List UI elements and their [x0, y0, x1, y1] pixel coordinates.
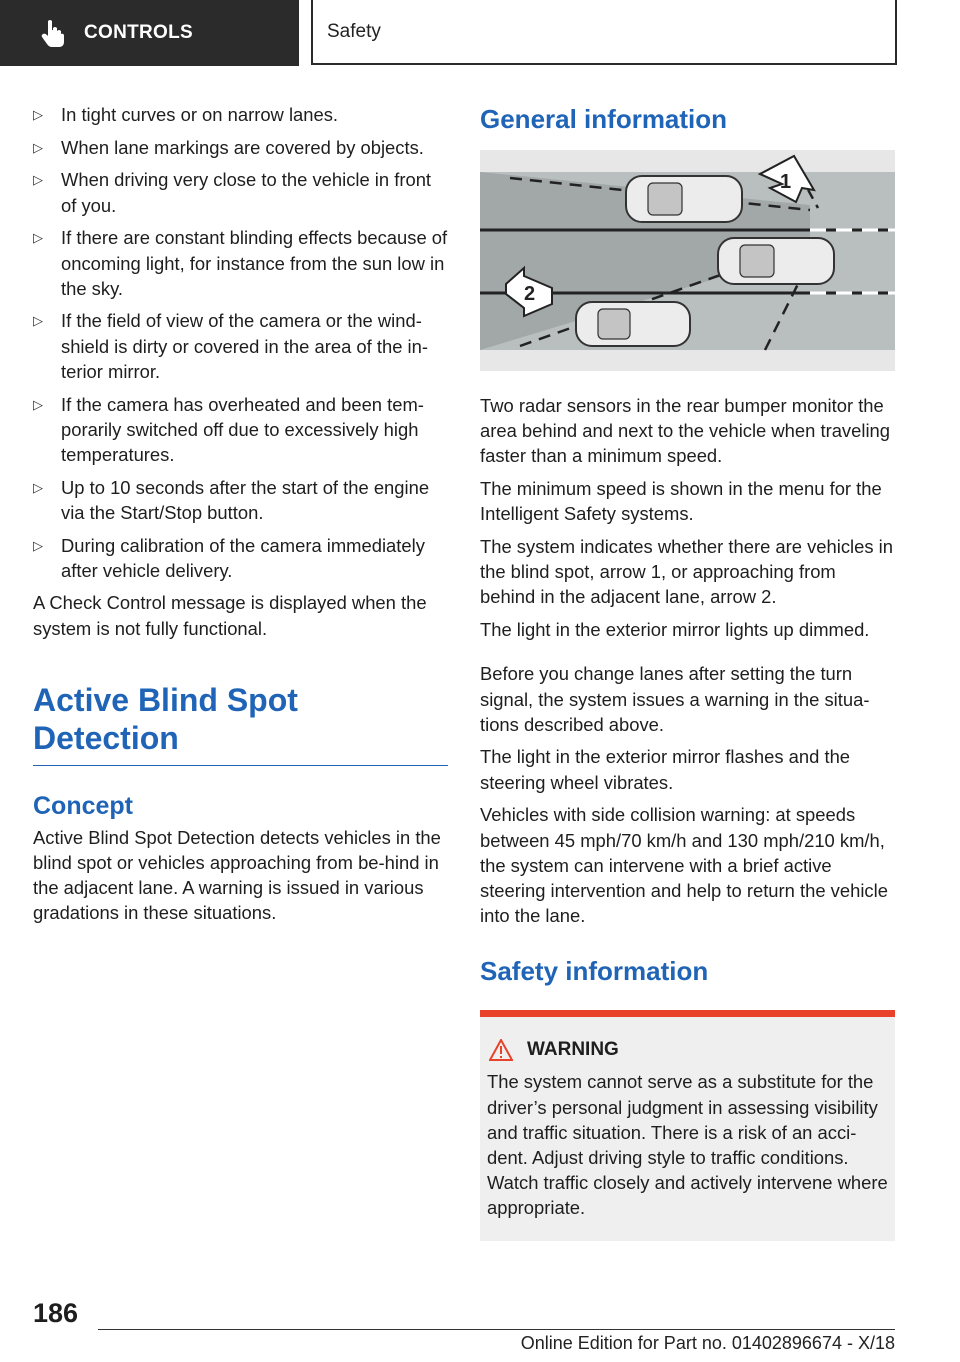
- info-paragraph: Before you change lanes after setting the turn signal, the system issues a warning in the situa-tions described above.: [480, 663, 870, 735]
- bullet-triangle-icon: ▷: [33, 479, 43, 495]
- warning-box: [480, 1010, 895, 1240]
- list-item: ▷ If the camera has overheated and been tem-porarily switched off due to excessively high temperatures.: [33, 393, 424, 465]
- info-paragraph: Two radar sensors in the rear bumper monitor the area behind and next to the vehicle when traveling faster than a minimum speed.: [480, 395, 890, 467]
- bullet-triangle-icon: ▷: [33, 396, 43, 412]
- hand-pointer-icon: [40, 19, 66, 47]
- info-paragraph: The light in the exterior mirror lights up dimmed.: [480, 619, 870, 641]
- list-item: ▷ Up to 10 seconds after the start of the engine via the Start/Stop button.: [33, 476, 430, 523]
- warning-title: [487, 1039, 888, 1061]
- info-paragraph: Vehicles with side collision warning: at speeds between 45 mph/70 km/h and 130 mph/210 km/h, the system can intervene with a brief active steering intervention and help to return the vehicle into the lane.: [480, 804, 888, 927]
- warning-title-label: WARNING: [527, 1039, 619, 1061]
- warning-text: The system cannot serve as a substitute for the driver’s personal judgment in assessing visibility and traffic situation. There is a risk of an acci-dent. Adjust driving style to traffic conditions. Watch traffic closely and actively intervene where appropriate.: [487, 1071, 888, 1219]
- list-item: ▷ When driving very close to the vehicle in front of you.: [33, 169, 432, 216]
- page-number: 186: [33, 1298, 79, 1328]
- list-item: ▷ If there are constant blinding effects because of oncoming light, for instance from the sun low in the sky.: [33, 227, 448, 299]
- car-own-vehicle: [718, 238, 834, 284]
- list-item: ▷ During calibration of the camera immediately after vehicle delivery.: [33, 534, 425, 581]
- chapter-tab-label: CONTROLS: [84, 22, 194, 43]
- blind-spot-illustration: [480, 150, 895, 371]
- car-blind-spot: [626, 176, 742, 222]
- general-info-heading: General information: [480, 104, 728, 134]
- left-column: [33, 102, 448, 933]
- section-title-box: [311, 0, 897, 65]
- safety-info-heading: Safety information: [480, 956, 709, 987]
- info-paragraph: The minimum speed is shown in the menu for the Intelligent Safety systems.: [480, 478, 882, 525]
- list-item: ▷ If the field of view of the camera or the wind-shield is dirty or covered in the area of the in-terior mirror.: [33, 310, 428, 382]
- bullet-triangle-icon: ▷: [33, 313, 43, 329]
- bullet-triangle-icon: ▷: [33, 230, 43, 246]
- list-item: ▷ In tight curves or on narrow lanes.: [33, 102, 448, 127]
- info-paragraph: The system indicates whether there are vehicles in the blind spot, arrow 1, or approaching from behind in the adjacent lane, arrow 2.: [480, 536, 893, 608]
- blind-spot-diagram: [480, 150, 895, 371]
- section-heading: Active Blind Spot Detection: [33, 681, 448, 766]
- arrow-2-label: 2: [524, 283, 536, 305]
- bullet-triangle-icon: ▷: [33, 139, 43, 155]
- concept-heading: Concept: [33, 791, 133, 820]
- warning-triangle-icon: [489, 1039, 513, 1061]
- footer-divider: [98, 1329, 895, 1330]
- car-rear-lane: [576, 302, 690, 346]
- section-title: Safety: [327, 20, 381, 42]
- bullet-triangle-icon: ▷: [33, 537, 43, 553]
- concept-paragraph: Active Blind Spot Detection detects vehicles in the blind spot or vehicles approaching from be-hind in the adjacent lane. A warning is issued in various gradations in these situations.: [33, 826, 441, 924]
- arrow-1-label: 1: [780, 171, 792, 193]
- condition-list: [33, 102, 448, 583]
- list-item: ▷ When lane markings are covered by objects.: [33, 135, 448, 160]
- right-column: [480, 102, 895, 1241]
- chapter-tab[interactable]: [0, 0, 299, 66]
- bullet-triangle-icon: ▷: [33, 107, 43, 122]
- info-paragraph: The light in the exterior mirror flashes and the steering wheel vibrates.: [480, 746, 851, 793]
- bullet-triangle-icon: ▷: [33, 172, 43, 188]
- check-control-paragraph: A Check Control message is displayed when the system is not fully functional.: [33, 592, 427, 639]
- edition-note: Online Edition for Part no. 01402896674 - X/18: [520, 1333, 895, 1353]
